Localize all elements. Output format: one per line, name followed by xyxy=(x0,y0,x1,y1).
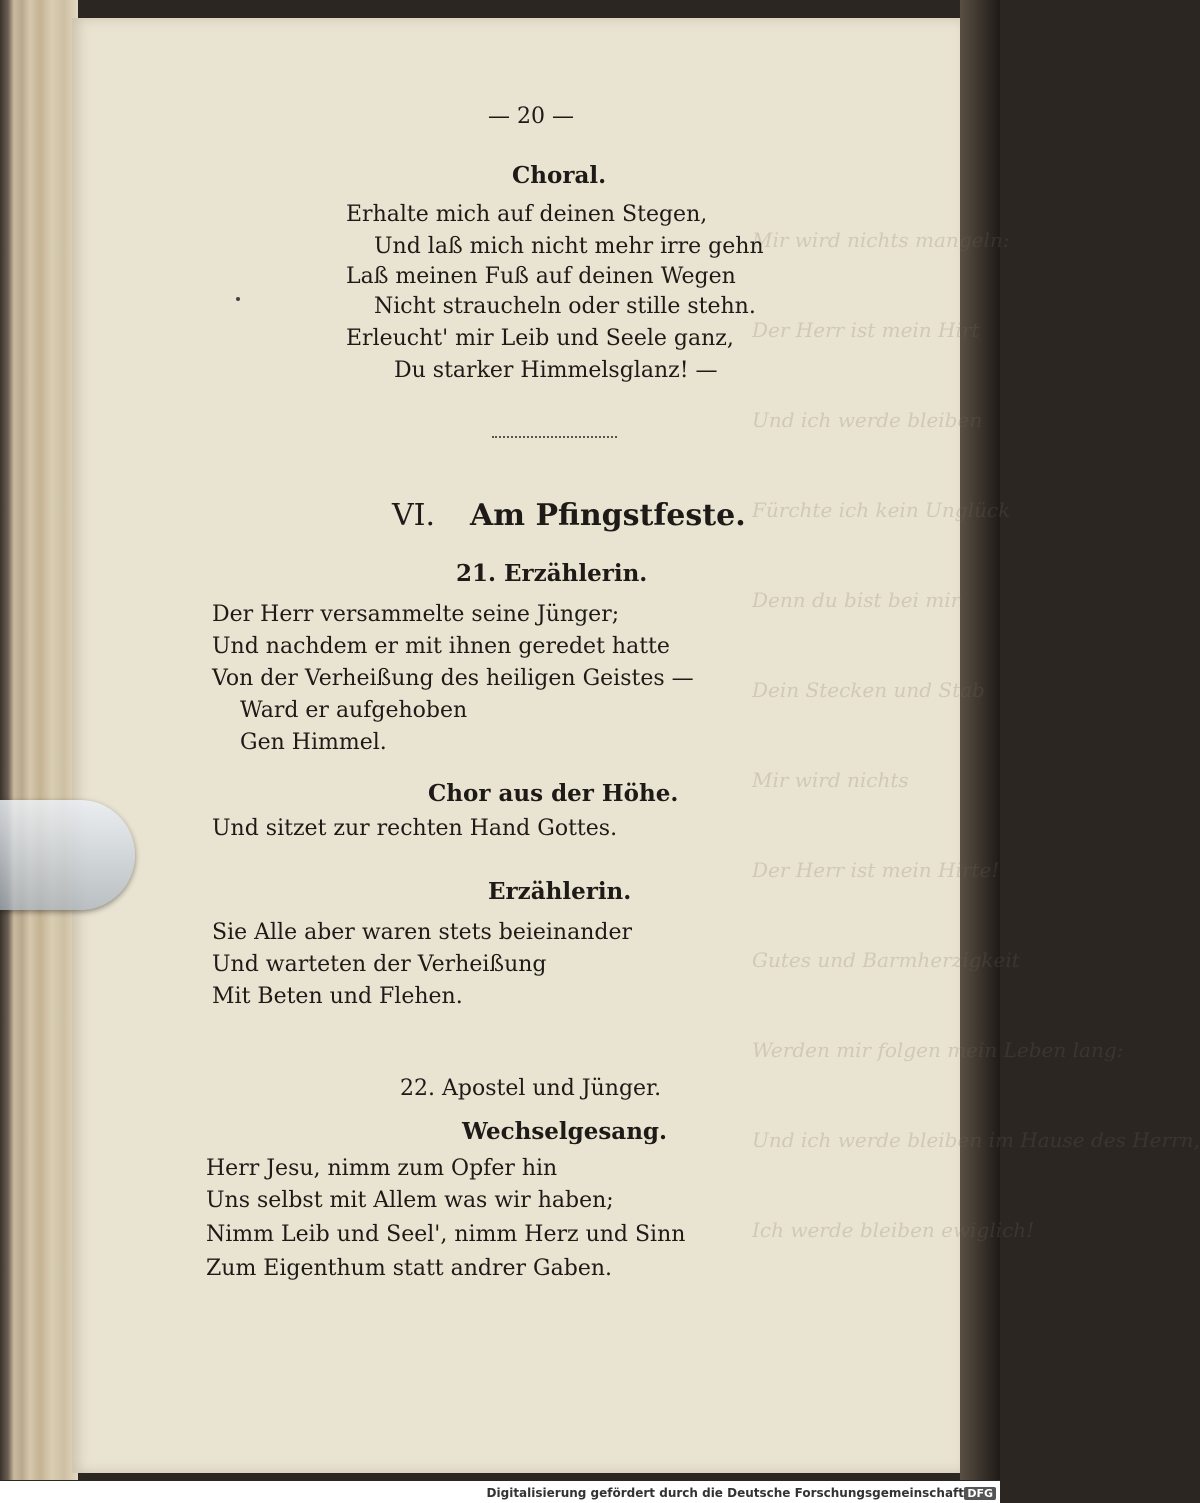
dfg-logo: DFG xyxy=(964,1487,996,1500)
part22-line: Uns selbst mit Allem was wir haben; xyxy=(206,1188,614,1213)
ghost-line: Der Herr ist mein Hirt xyxy=(752,318,980,342)
ghost-line: Mir wird nichts xyxy=(752,768,909,792)
part21-line: Gen Himmel. xyxy=(240,730,387,755)
part21-line: Und nachdem er mit ihnen geredet hatte xyxy=(212,634,670,659)
part22-heading: 22. Apostel und Jünger. xyxy=(400,1076,662,1101)
ghost-line: Und ich werde bleiben xyxy=(752,408,983,432)
choral-line: Du starker Himmelsglanz! — xyxy=(394,358,718,383)
bookmark-tab xyxy=(0,800,135,910)
erzaehlerin-heading: Erzählerin. xyxy=(488,878,632,905)
part22-line: Nimm Leib und Seel', nimm Herz und Sinn xyxy=(206,1222,686,1247)
page-number: — 20 — xyxy=(488,104,574,129)
book-spine-edge xyxy=(0,0,78,1480)
show-through-text xyxy=(752,165,1200,1275)
part22-line: Zum Eigenthum statt andrer Gaben. xyxy=(206,1256,613,1281)
footer-credit: Digitalisierung gefördert durch die Deutsche Forschungsgemeinschaft xyxy=(486,1486,964,1500)
ornamental-divider xyxy=(492,436,617,442)
ghost-line: Der Herr ist mein Hirte! xyxy=(752,858,1000,882)
erzaehlerin-line: Sie Alle aber waren stets beieinander xyxy=(212,920,633,945)
choral-line: Und laß mich nicht mehr irre gehn xyxy=(374,234,764,259)
part21-line: Der Herr versammelte seine Jünger; xyxy=(212,602,620,627)
choral-line: Nicht straucheln oder stille stehn. xyxy=(374,294,756,319)
ink-dot xyxy=(236,297,240,301)
ghost-line: Fürchte ich kein Unglück xyxy=(752,498,1011,522)
part22-line: Herr Jesu, nimm zum Opfer hin xyxy=(206,1156,558,1181)
ghost-line: Werden mir folgen mein Leben lang: xyxy=(752,1038,1124,1062)
part21-line: Ward er aufgehoben xyxy=(240,698,468,723)
choral-line: Laß meinen Fuß auf deinen Wegen xyxy=(346,264,736,289)
section-number: VI. xyxy=(392,498,436,533)
chor-heading: Chor aus der Höhe. xyxy=(428,780,679,807)
erzaehlerin-line: Und warteten der Verheißung xyxy=(212,952,547,977)
part21-line: Von der Verheißung des heiligen Geistes — xyxy=(212,666,694,691)
erzaehlerin-line: Mit Beten und Flehen. xyxy=(212,984,463,1009)
part21-heading: 21. Erzählerin. xyxy=(456,560,648,587)
chor-line: Und sitzet zur rechten Hand Gottes. xyxy=(212,816,618,841)
ghost-line: Mir wird nichts mangeln: xyxy=(752,228,1010,252)
choral-heading: Choral. xyxy=(512,162,607,189)
footer-bar xyxy=(0,1481,1000,1503)
ghost-line: Ich werde bleiben ewiglich! xyxy=(752,1218,1035,1242)
ghost-line: Denn du bist bei mir xyxy=(752,588,961,612)
section-title: Am Pfingstfeste. xyxy=(470,498,746,533)
choral-line: Erleucht' mir Leib und Seele ganz, xyxy=(346,326,734,351)
part22-subheading: Wechselgesang. xyxy=(462,1118,668,1145)
ghost-line: Und ich werde bleiben im Hause des Herrn, xyxy=(752,1128,1200,1152)
ghost-line: Gutes und Barmherzigkeit xyxy=(752,948,1020,972)
choral-line: Erhalte mich auf deinen Stegen, xyxy=(346,202,708,227)
ghost-line: Dein Stecken und Stab xyxy=(752,678,985,702)
